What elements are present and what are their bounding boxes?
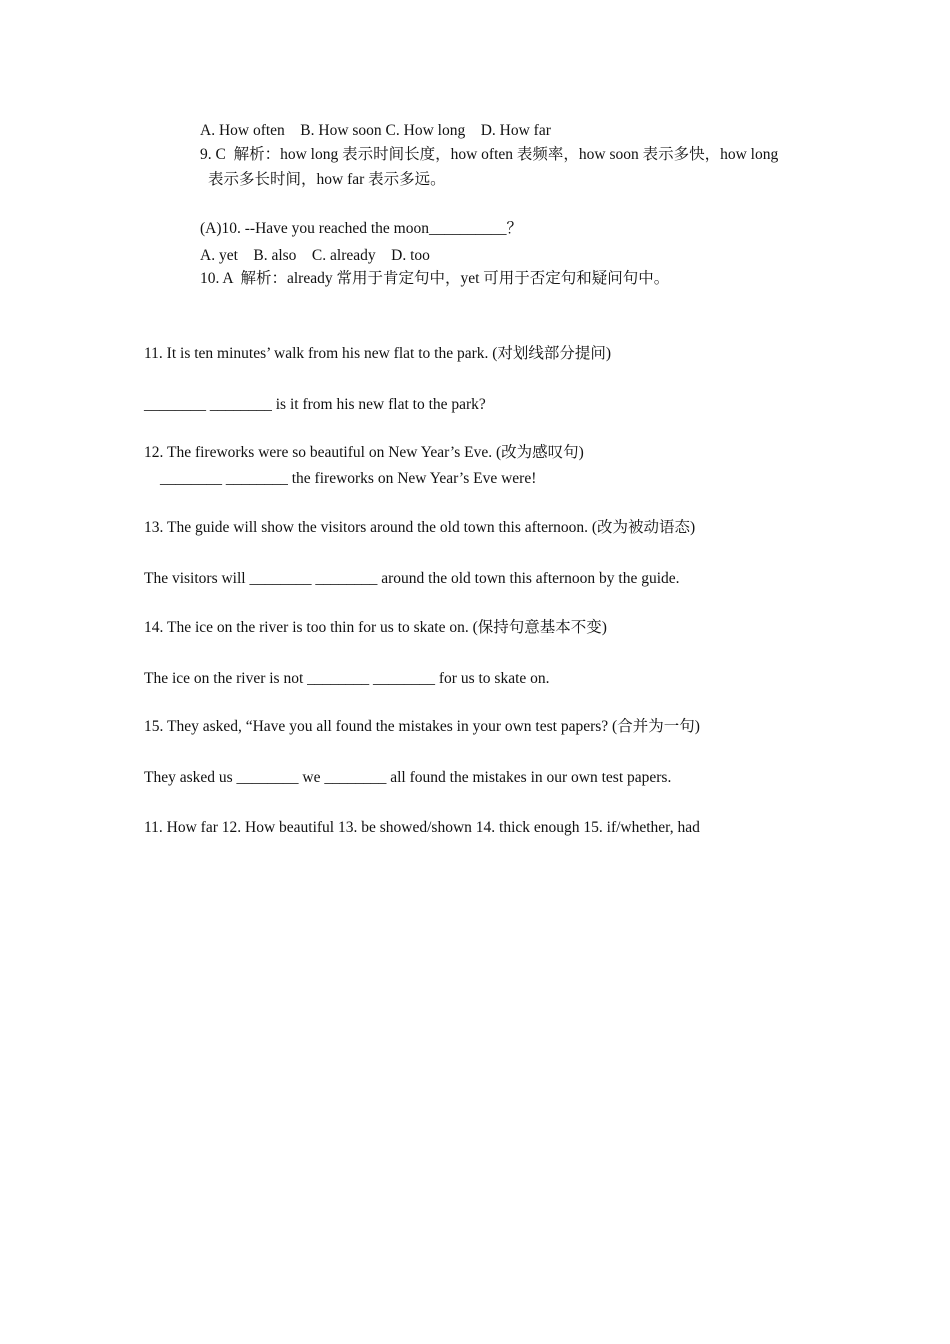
q9-answer-line2: 表示多长时间，how far 表示多远。 <box>208 171 446 188</box>
q9-answer-line1: 9. C 解析：how long 表示时间长度，how often 表频率，how soon 表示多快，how long <box>200 146 779 163</box>
q11-prompt: 11. It is ten minutes’ walk from his new flat to the park. (对划线部分提问) <box>144 345 612 362</box>
q13-blank: The visitors will ________ ________ around the old town this afternoon by the guide. <box>144 570 680 587</box>
q12-prompt: 12. The fireworks were so beautiful on New Year’s Eve. (改为感叹句) <box>144 444 584 461</box>
q10-question: (A)10. --Have you reached the moon__________？ <box>200 220 522 237</box>
answer-key: 11. How far 12. How beautiful 13. be showed/shown 14. thick enough 15. if/whether, had <box>144 819 700 836</box>
q14-prompt: 14. The ice on the river is too thin for us to skate on. (保持句意基本不变) <box>144 619 607 636</box>
q9-options: A. How often B. How soon C. How long D. How far <box>200 122 551 139</box>
q11-blank: ________ ________ is it from his new flat to the park? <box>144 396 486 413</box>
q15-blank: They asked us ________ we ________ all found the mistakes in our own test papers. <box>144 769 672 786</box>
q10-answer: 10. A 解析：already 常用于肯定句中，yet 可用于否定句和疑问句中。 <box>200 270 670 287</box>
q10-options: A. yet B. also C. already D. too <box>200 247 430 264</box>
q15-prompt: 15. They asked, “Have you all found the mistakes in your own test papers? (合并为一句) <box>144 718 700 735</box>
q12-blank: ________ ________ the fireworks on New Year’s Eve were! <box>160 470 537 487</box>
q14-blank: The ice on the river is not ________ ________ for us to skate on. <box>144 670 550 687</box>
q13-prompt: 13. The guide will show the visitors around the old town this afternoon. (改为被动语态) <box>144 519 696 536</box>
